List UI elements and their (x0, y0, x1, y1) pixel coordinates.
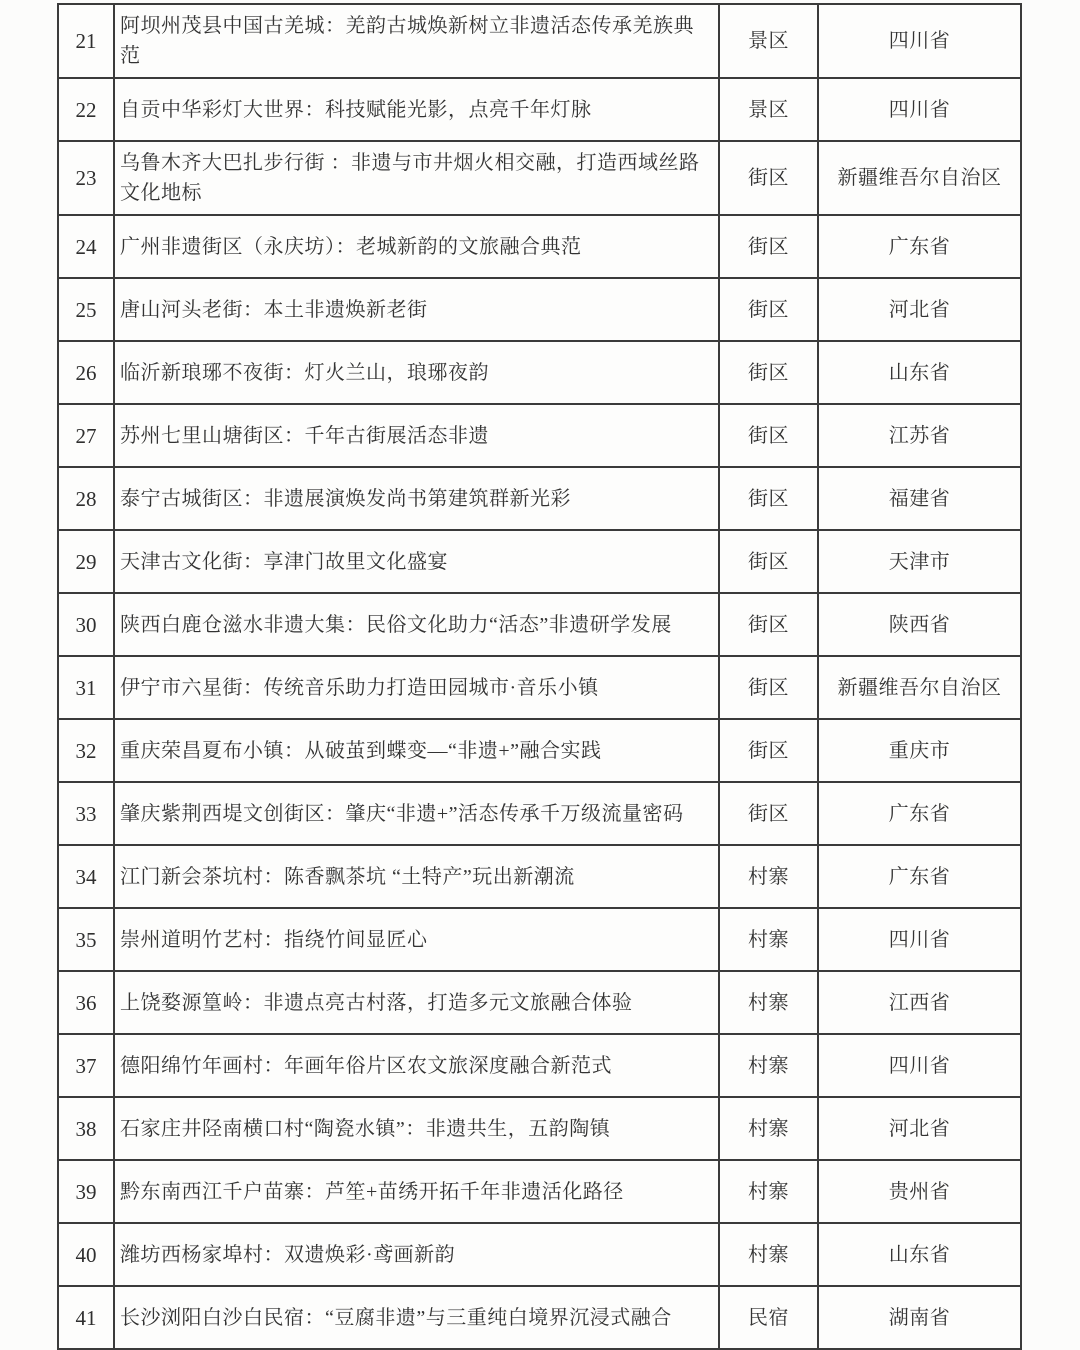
row-number-cell: 26 (58, 341, 114, 404)
table-row (58, 593, 1021, 656)
row-number-cell: 31 (58, 656, 114, 719)
row-number-cell: 33 (58, 782, 114, 845)
table-row (58, 404, 1021, 467)
table-row (58, 467, 1021, 530)
table-row (58, 719, 1021, 782)
type-cell: 村寨 (719, 971, 818, 1034)
title-cell: 天津古文化街：享津门故里文化盛宴 (114, 530, 719, 593)
title-cell: 唐山河头老街：本土非遗焕新老街 (114, 278, 719, 341)
table-row (58, 1034, 1021, 1097)
row-number-cell: 23 (58, 141, 114, 215)
row-number-cell: 27 (58, 404, 114, 467)
table-row (58, 782, 1021, 845)
title-cell: 临沂新琅琊不夜街：灯火兰山，琅琊夜韵 (114, 341, 719, 404)
type-cell: 街区 (719, 278, 818, 341)
table-row (58, 845, 1021, 908)
type-cell: 村寨 (719, 1160, 818, 1223)
province-cell: 四川省 (818, 908, 1021, 971)
row-number-cell: 41 (58, 1286, 114, 1349)
row-number-cell: 39 (58, 1160, 114, 1223)
table-row (58, 278, 1021, 341)
province-cell: 福建省 (818, 467, 1021, 530)
province-cell: 江西省 (818, 971, 1021, 1034)
row-number-cell: 36 (58, 971, 114, 1034)
table-row (58, 4, 1021, 78)
table-body (58, 4, 1021, 1349)
province-cell: 新疆维吾尔自治区 (818, 141, 1021, 215)
title-cell: 伊宁市六星街：传统音乐助力打造田园城市·音乐小镇 (114, 656, 719, 719)
table-row (58, 656, 1021, 719)
province-cell: 四川省 (818, 78, 1021, 141)
title-cell: 泰宁古城街区：非遗展演焕发尚书第建筑群新光彩 (114, 467, 719, 530)
type-cell: 街区 (719, 404, 818, 467)
type-cell: 街区 (719, 215, 818, 278)
title-cell: 石家庄井陉南横口村“陶瓷水镇”：非遗共生，五韵陶镇 (114, 1097, 719, 1160)
province-cell: 山东省 (818, 341, 1021, 404)
row-number-cell: 34 (58, 845, 114, 908)
row-number-cell: 35 (58, 908, 114, 971)
type-cell: 街区 (719, 141, 818, 215)
title-cell: 上饶婺源篁岭：非遗点亮古村落，打造多元文旅融合体验 (114, 971, 719, 1034)
title-cell: 江门新会茶坑村：陈香飘茶坑 “土特产”玩出新潮流 (114, 845, 719, 908)
type-cell: 村寨 (719, 1034, 818, 1097)
row-number-cell: 24 (58, 215, 114, 278)
province-cell: 广东省 (818, 215, 1021, 278)
table-row (58, 1097, 1021, 1160)
row-number-cell: 38 (58, 1097, 114, 1160)
table-row (58, 341, 1021, 404)
heritage-list-table (57, 3, 1022, 1350)
province-cell: 广东省 (818, 845, 1021, 908)
title-cell: 乌鲁木齐大巴扎步行街 ：非遗与市井烟火相交融，打造西域丝路文化地标 (114, 141, 719, 215)
table-row (58, 971, 1021, 1034)
province-cell: 新疆维吾尔自治区 (818, 656, 1021, 719)
province-cell: 四川省 (818, 1034, 1021, 1097)
table-row (58, 215, 1021, 278)
title-cell: 陕西白鹿仓滋水非遗大集：民俗文化助力“活态”非遗研学发展 (114, 593, 719, 656)
type-cell: 街区 (719, 593, 818, 656)
province-cell: 湖南省 (818, 1286, 1021, 1349)
row-number-cell: 32 (58, 719, 114, 782)
province-cell: 山东省 (818, 1223, 1021, 1286)
province-cell: 河北省 (818, 1097, 1021, 1160)
province-cell: 天津市 (818, 530, 1021, 593)
type-cell: 民宿 (719, 1286, 818, 1349)
title-cell: 黔东南西江千户苗寨：芦笙+苗绣开拓千年非遗活化路径 (114, 1160, 719, 1223)
province-cell: 贵州省 (818, 1160, 1021, 1223)
row-number-cell: 37 (58, 1034, 114, 1097)
title-cell: 苏州七里山塘街区：千年古街展活态非遗 (114, 404, 719, 467)
title-cell: 长沙浏阳白沙白民宿：“豆腐非遗”与三重纯白境界沉浸式融合 (114, 1286, 719, 1349)
province-cell: 重庆市 (818, 719, 1021, 782)
row-number-cell: 29 (58, 530, 114, 593)
title-cell: 自贡中华彩灯大世界：科技赋能光影，点亮千年灯脉 (114, 78, 719, 141)
table-row (58, 141, 1021, 215)
table-row (58, 1160, 1021, 1223)
table-row (58, 78, 1021, 141)
table-row (58, 1286, 1021, 1349)
type-cell: 村寨 (719, 908, 818, 971)
type-cell: 村寨 (719, 845, 818, 908)
row-number-cell: 21 (58, 4, 114, 78)
title-cell: 肇庆紫荆西堤文创街区：肇庆“非遗+”活态传承千万级流量密码 (114, 782, 719, 845)
row-number-cell: 22 (58, 78, 114, 141)
type-cell: 街区 (719, 782, 818, 845)
table-row (58, 908, 1021, 971)
province-cell: 河北省 (818, 278, 1021, 341)
title-cell: 德阳绵竹年画村：年画年俗片区农文旅深度融合新范式 (114, 1034, 719, 1097)
type-cell: 村寨 (719, 1223, 818, 1286)
title-cell: 潍坊西杨家埠村：双遗焕彩·鸢画新韵 (114, 1223, 719, 1286)
title-cell: 崇州道明竹艺村：指绕竹间显匠心 (114, 908, 719, 971)
title-cell: 广州非遗街区（永庆坊）：老城新韵的文旅融合典范 (114, 215, 719, 278)
province-cell: 陕西省 (818, 593, 1021, 656)
title-cell: 阿坝州茂县中国古羌城：羌韵古城焕新树立非遗活态传承羌族典范 (114, 4, 719, 78)
province-cell: 广东省 (818, 782, 1021, 845)
type-cell: 街区 (719, 467, 818, 530)
type-cell: 景区 (719, 4, 818, 78)
type-cell: 景区 (719, 78, 818, 141)
title-cell: 重庆荣昌夏布小镇：从破茧到蝶变—“非遗+”融合实践 (114, 719, 719, 782)
row-number-cell: 30 (58, 593, 114, 656)
type-cell: 街区 (719, 530, 818, 593)
province-cell: 江苏省 (818, 404, 1021, 467)
row-number-cell: 25 (58, 278, 114, 341)
row-number-cell: 28 (58, 467, 114, 530)
table-row (58, 1223, 1021, 1286)
table-row (58, 530, 1021, 593)
type-cell: 街区 (719, 719, 818, 782)
province-cell: 四川省 (818, 4, 1021, 78)
type-cell: 街区 (719, 341, 818, 404)
type-cell: 村寨 (719, 1097, 818, 1160)
row-number-cell: 40 (58, 1223, 114, 1286)
type-cell: 街区 (719, 656, 818, 719)
